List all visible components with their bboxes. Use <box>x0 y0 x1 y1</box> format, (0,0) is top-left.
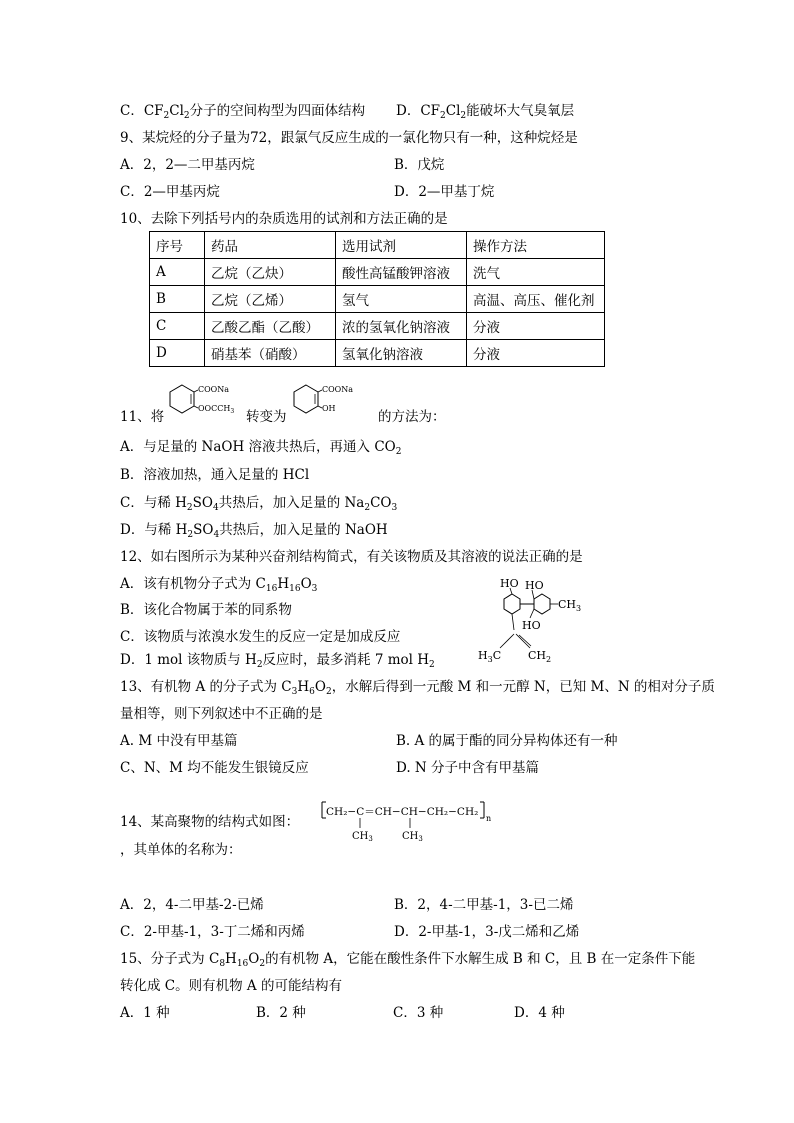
q11-option-a: A．与足量的 NaOH 溶液共热后，再通入 $CO_2$ <box>120 439 402 457</box>
q9-option-a: A．2，2—二甲基丙烷 <box>120 157 255 173</box>
q9-stem: 9、某烷烃的分子量为72，跟氯气反应生成的一氯化物只有一种，这种烷烃是 <box>120 130 578 146</box>
group-label: COONa <box>322 385 354 394</box>
table-row <box>150 313 605 340</box>
q12-option-c: C．该物质与浓溴水发生的反应一定是加成反应 <box>120 629 401 645</box>
q11-stem-part1: 11、将 <box>120 409 165 425</box>
q8-option-c: C．$CF_2Cl_2$分子的空间构型为四面体结构 <box>120 103 366 121</box>
table-cell: 氢氧化钠溶液 <box>336 340 467 367</box>
benzene-ring <box>534 594 550 614</box>
table-cell: 乙烷（乙烯） <box>205 286 336 313</box>
q15-option-d: D．4 种 <box>514 1005 565 1021</box>
group-label: COONa <box>198 385 230 394</box>
table-header-cell: 选用试剂 <box>336 232 467 259</box>
q11-product-structure <box>284 378 364 426</box>
q9-option-b: B．戊烷 <box>394 157 445 173</box>
q14-option-d: D．2-甲基-1，3-戊二烯和乙烯 <box>394 924 580 940</box>
q9-option-c: C．2—甲基丙烷 <box>120 184 220 200</box>
q12-option-a: A．该有机物分子式为 $C_{16}H_{16}O_3$ <box>120 576 318 594</box>
repeat-n: n <box>486 814 492 823</box>
table-cell: 酸性高锰酸钾溶液 <box>336 259 467 286</box>
q11-reactant-structure <box>160 378 240 426</box>
q12-stimulant-structure <box>470 572 620 668</box>
table-cell: C <box>150 313 205 340</box>
hydroxyl-label: HO <box>525 579 544 592</box>
table-cell: 洗气 <box>467 259 605 286</box>
methylene-label: $CH_2$ <box>528 649 552 664</box>
table-cell: 高温、高压、催化剂 <box>467 286 605 313</box>
table-cell: 乙烷（乙炔） <box>205 259 336 286</box>
q11-option-d: D．与稀 $H_2SO_4$共热后，加入足量的 NaOH <box>120 522 388 540</box>
q13-stem-line1: 13、有机物 A 的分子式为 $C_3H_6O_2$，水解后得到一元酸 M 和一元醇 N，已知 M、N 的相对分子质 <box>120 679 715 697</box>
table-header-row <box>150 232 605 259</box>
table-header-cell: 序号 <box>150 232 205 259</box>
table-row <box>150 259 605 286</box>
table-header-cell: 操作方法 <box>467 232 605 259</box>
q15-option-c: C．3 种 <box>393 1005 444 1021</box>
q14-option-a: A．2，4-二甲基-2-已烯 <box>120 897 264 913</box>
q15-stem-line2: 转化成 C。则有机物 A 的可能结构有 <box>120 978 342 994</box>
q14-option-b: B．2，4-二甲基-1，3-已二烯 <box>394 897 574 913</box>
q8-option-d: D．$CF_2Cl_2$能破坏大气臭氧层 <box>396 103 575 121</box>
table-row <box>150 286 605 313</box>
q14-option-c: C．2-甲基-1，3-丁二烯和丙烯 <box>120 924 305 940</box>
table-cell: 浓的氢氧化钠溶液 <box>336 313 467 340</box>
table-cell: 分液 <box>467 340 605 367</box>
q15-option-b: B．2 种 <box>256 1005 306 1021</box>
q13-option-c: C、N、M 均不能发生银镜反应 <box>120 760 309 776</box>
q13-option-b: B. A 的属于酯的同分异构体还有一种 <box>396 733 618 749</box>
table-row <box>150 340 605 367</box>
benzene-ring <box>170 385 194 413</box>
table-cell: A <box>150 259 205 286</box>
table-cell: 分液 <box>467 313 605 340</box>
benzene-ring <box>294 385 318 413</box>
methyl-label: $CH_3$ <box>402 831 423 843</box>
q12-stem: 12、如右图所示为某种兴奋剂结构简式，有关该物质及其溶液的说法正确的是 <box>120 549 583 565</box>
q14-stem: 14、某高聚物的结构式如图： <box>120 814 300 830</box>
methyl-label: $CH_3$ <box>558 598 582 613</box>
table-header-cell: 药品 <box>205 232 336 259</box>
q15-stem-line1: 15、分子式为 $C_8H_{16}O_2$的有机物 A，它能在酸性条件下水解生成 B 和 C，且 B 在一定条件下能 <box>120 951 696 969</box>
q13-option-a: A. M 中没有甲基篇 <box>120 733 238 749</box>
q10-stem: 10、去除下列括号内的杂质选用的试剂和方法正确的是 <box>120 211 448 227</box>
group-label: OH <box>322 404 336 413</box>
q14-stem-line2: ，其单体的名称为： <box>120 842 242 858</box>
polymer-chain: CH₂−C＝CH−CH−CH₂−CH₂ <box>326 806 479 818</box>
q10-table <box>149 231 605 367</box>
table-cell: B <box>150 286 205 313</box>
q11-stem-part3: 的方法为： <box>378 409 446 425</box>
q9-option-d: D．2—甲基丁烷 <box>394 184 495 200</box>
benzene-ring <box>504 594 520 614</box>
q11-option-b: B．溶液加热，通入足量的 HCl <box>120 467 310 483</box>
q15-option-a: A．1 种 <box>120 1005 170 1021</box>
methyl-label: $CH_3$ <box>352 831 373 843</box>
hydroxyl-label: HO <box>522 619 541 632</box>
q12-option-b: B．该化合物属于苯的同系物 <box>120 602 292 618</box>
q13-option-d: D. N 分子中含有甲基篇 <box>396 760 540 776</box>
table-cell: 氢气 <box>336 286 467 313</box>
hydroxyl-label: HO <box>500 577 519 590</box>
q11-stem-part2: 转变为 <box>246 409 287 425</box>
q13-stem-line2: 量相等，则下列叙述中不正确的是 <box>120 706 323 722</box>
q14-polymer-structure <box>318 796 508 844</box>
group-label: $OOCCH_3$ <box>198 404 235 415</box>
table-cell: D <box>150 340 205 367</box>
q12-option-d: D．1 mol 该物质与 $H_2$反应时，最多消耗 7 mol $H_2$ <box>120 652 435 670</box>
methyl-label: $H_3C$ <box>478 649 502 664</box>
table-cell: 乙酸乙酯（乙酸） <box>205 313 336 340</box>
q11-option-c: C．与稀 $H_2SO_4$共热后，加入足量的 $Na_2CO_3$ <box>120 495 398 513</box>
table-cell: 硝基苯（硝酸） <box>205 340 336 367</box>
